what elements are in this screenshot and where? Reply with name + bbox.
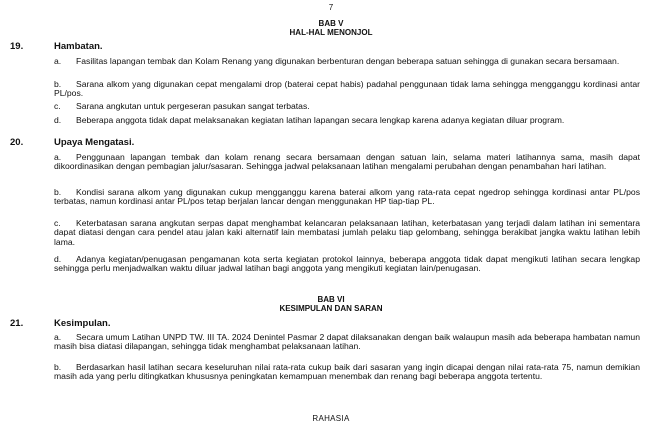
chapter-5-subtitle: HAL-HAL MENONJOL: [289, 27, 373, 37]
section-19-item-d: [54, 116, 640, 125]
section-19-item-b: [54, 80, 640, 99]
item-text: Berdasarkan hasil latihan secara keseluruhan nilai rata-rata cukup baik dari sasaran yang ingin dicapai dengan nilai rata-rata 75, namun demikian masih ada yang perlu ditingkatkan khususnya peningkatan kemampuan menembak dan renang bagi beberapa anggota tertentu.: [54, 362, 640, 382]
item-letter: a.: [54, 332, 62, 342]
section-20-heading: [10, 137, 134, 148]
item-letter: a.: [54, 56, 62, 66]
item-text: Sarana angkutan untuk pergeseran pasukan sangat terbatas.: [76, 101, 310, 111]
item-text: Secara umum Latihan UNPD TW. III TA. 2024 Denintel Pasmar 2 dapat dilaksanakan dengan baik walaupun masih ada beberapa hambatan namun masih bisa diatasi dilapangan, sehingga tidak menghambat pelaksanaan latihan.: [54, 332, 640, 352]
section-20-item-d: [54, 255, 640, 274]
section-21-heading: [10, 318, 111, 329]
section-21-number: 21.: [10, 318, 24, 329]
item-letter: a.: [54, 152, 62, 162]
section-19-item-c: [54, 102, 640, 111]
section-19-title: Hambatan.: [54, 41, 103, 52]
section-20-item-c: [54, 219, 640, 247]
section-19-item-a: [54, 57, 640, 66]
item-text: Adanya kegiatan/penugasan pengamanan kota serta kegiatan protokol lainnya, beberapa anggota tidak dapat mengikuti latihan secara lengkap sehingga perlu menjadwalkan waktu diluar jadwal latihan bagi anggota yang mengikuti kegiatan lain/penugasan.: [54, 254, 640, 274]
item-text: Penggunaan lapangan tembak dan kolam renang secara bersamaan dengan satuan lain, selama materi latihannya sama, masih dapat dikoordinasikan dengan pembagian jalur/sasaran. Sehingga jadwal pelaksanaan latihan mengalami perubahan dengan penambahan hari latihan.: [54, 152, 640, 172]
item-letter: c.: [54, 101, 61, 111]
chapter-6-title: BAB VI: [317, 295, 345, 304]
item-text: Kondisi sarana alkom yang digunakan cukup mengganggu karena baterai alkom yang rata-rata cepat ngedrop sehingga kordinasi antar PL/pos terbatas, namun kordinasi antar PL/pos tetap berjalan lancar dengan menggunakan HP tiap-tiap PL.: [54, 187, 640, 207]
section-21-item-b: [54, 363, 640, 382]
section-20-number: 20.: [10, 137, 24, 148]
item-letter: c.: [54, 218, 61, 228]
section-20-item-a: [54, 153, 640, 172]
item-text: Sarana alkom yang digunakan cepat mengalami drop (baterai cepat habis) padahal penggunaan tidak lama sehingga mengganggu kordinasi antar PL/pos.: [54, 79, 640, 99]
section-20-title: Upaya Mengatasi.: [54, 137, 135, 148]
item-text: Keterbatasan sarana angkutan serpas dapat menghambat kelancaran pelaksanaan latihan, keterbatasan yang terjadi dalam latihan ini sementara dapat diatasi dengan cara pendel atau jalan kaki alternatif lain membatasi jumlah pelaku tiap gelombang, sehingga berakibat jangka waktu latihan lebih lama.: [54, 218, 640, 247]
section-21-item-a: [54, 333, 640, 352]
item-letter: b.: [54, 362, 62, 372]
page-number: 7: [328, 3, 334, 12]
section-19-number: 19.: [10, 41, 24, 52]
item-text: Fasilitas lapangan tembak dan Kolam Renang yang digunakan berbenturan dengan beberapa satuan sehingga di gunakan secara bersamaan.: [76, 56, 620, 66]
chapter-6-subtitle: KESIMPULAN DAN SARAN: [279, 303, 383, 313]
classification-footer: RAHASIA: [312, 414, 350, 423]
section-20-item-b: [54, 188, 640, 207]
item-text: Beberapa anggota tidak dapat melaksanakan kegiatan latihan lapangan secara lengkap karena adanya kegiatan diluar program.: [76, 115, 565, 125]
chapter-5-title: BAB V: [318, 19, 344, 28]
item-letter: b.: [54, 79, 62, 89]
item-letter: b.: [54, 187, 62, 197]
section-21-title: Kesimpulan.: [54, 318, 111, 329]
section-19-heading: [10, 41, 103, 52]
item-letter: d.: [54, 254, 62, 264]
item-letter: d.: [54, 115, 62, 125]
